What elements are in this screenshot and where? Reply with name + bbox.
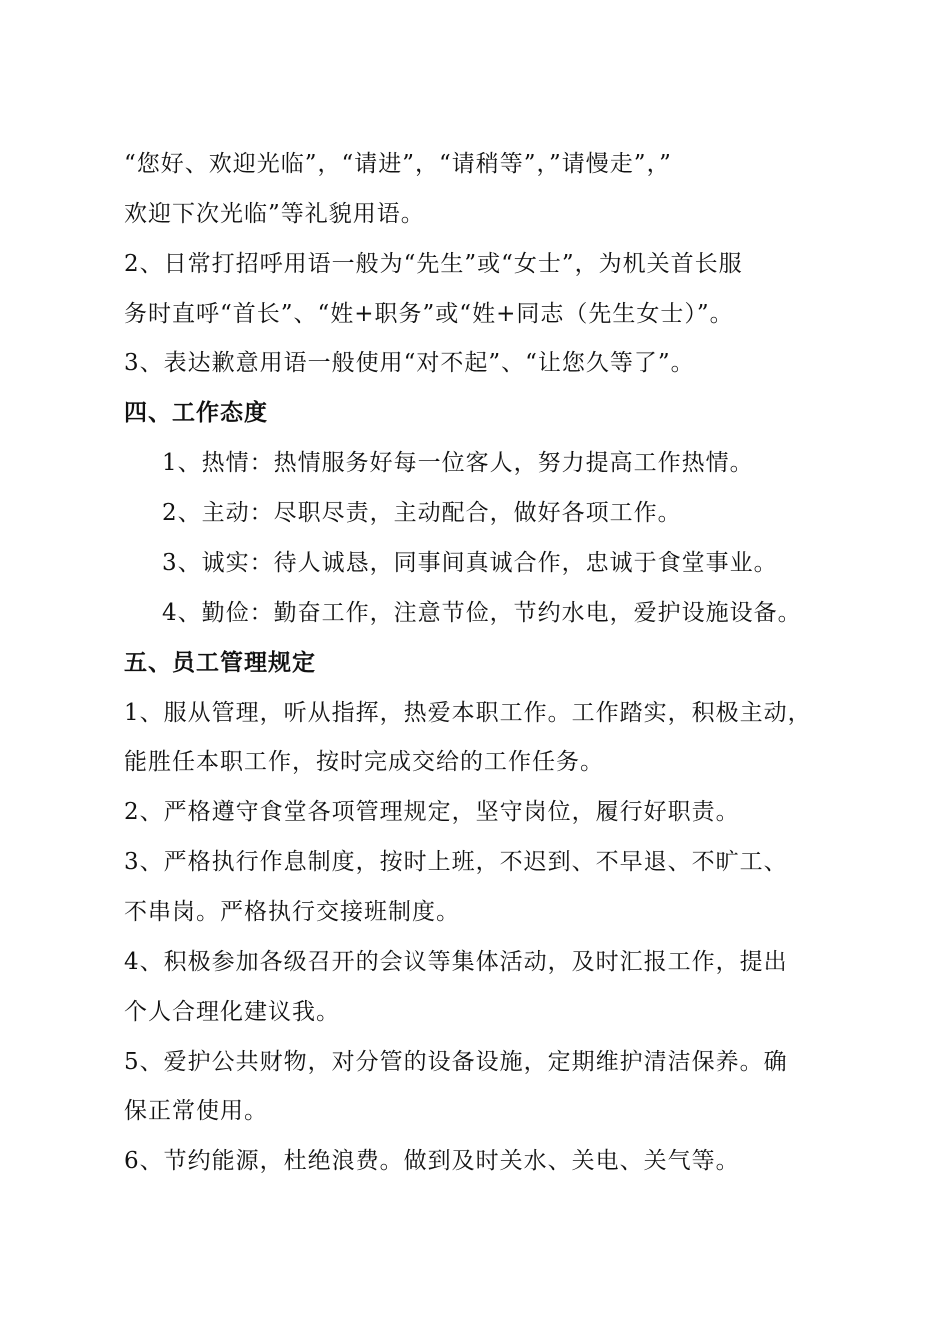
intro-line-1: “您好、欢迎光临”，“请进”，“请稍等”，”请慢走”，” xyxy=(124,151,672,177)
greeting-item-2-line-2: 务时直呼“首长”、“姓+职务”或“姓+同志（先生女士）”。 xyxy=(124,301,734,327)
rule-5-line-1: 5、爱护公共财物，对分管的设备设施，定期维护清洁保养。确 xyxy=(124,1049,788,1075)
section-5-heading: 五、员工管理规定 xyxy=(124,650,316,676)
rule-5-line-2: 保正常使用。 xyxy=(124,1098,268,1124)
attitude-item-4: 4、勤俭：勤奋工作，注意节俭，节约水电，爱护设施设备。 xyxy=(162,600,802,626)
section-4-heading: 四、工作态度 xyxy=(124,400,268,426)
greeting-item-3: 3、表达歉意用语一般使用“对不起”、“让您久等了”。 xyxy=(124,350,695,376)
rule-1-line-1: 1、服从管理，听从指挥，热爱本职工作。工作踏实，积极主动， xyxy=(124,700,812,726)
rule-4-line-1: 4、积极参加各级召开的会议等集体活动，及时汇报工作，提出 xyxy=(124,949,788,975)
rule-1-line-2: 能胜任本职工作，按时完成交给的工作任务。 xyxy=(124,749,604,775)
intro-line-2: 欢迎下次光临”等礼貌用语。 xyxy=(124,201,425,227)
rule-6: 6、节约能源，杜绝浪费。做到及时关水、关电、关气等。 xyxy=(124,1148,740,1174)
attitude-item-2: 2、主动：尽职尽责，主动配合，做好各项工作。 xyxy=(162,500,682,526)
rule-4-line-2: 个人合理化建议我。 xyxy=(124,999,340,1025)
rule-3-line-2: 不串岗。严格执行交接班制度。 xyxy=(124,899,460,925)
greeting-item-2-line-1: 2、日常打招呼用语一般为“先生”或“女士”，为机关首长服 xyxy=(124,251,743,277)
attitude-item-1: 1、热情：热情服务好每一位客人，努力提高工作热情。 xyxy=(162,450,754,476)
rule-2: 2、严格遵守食堂各项管理规定，坚守岗位，履行好职责。 xyxy=(124,799,740,825)
rule-3-line-1: 3、严格执行作息制度，按时上班，不迟到、不早退、不旷工、 xyxy=(124,849,788,875)
attitude-item-3: 3、诚实：待人诚恳，同事间真诚合作，忠诚于食堂事业。 xyxy=(162,550,778,576)
